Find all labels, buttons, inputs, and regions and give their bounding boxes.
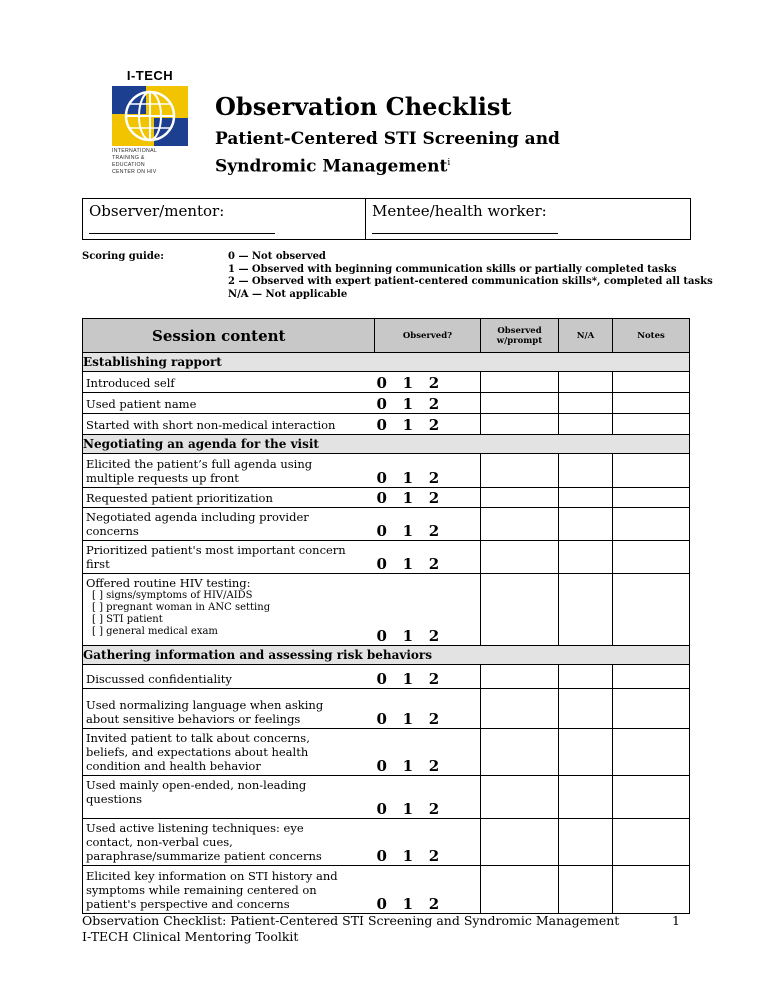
globe-logo-icon <box>112 86 188 146</box>
item-label-hiv: Offered routine HIV testing: [ ] signs/symptoms of HIV/AIDS [ ] pregnant woman in ANC setting [ ] STI patient [ ] general medical exam <box>83 574 355 646</box>
table-row <box>83 665 690 689</box>
notes-cell[interactable] <box>613 866 690 914</box>
scoring-item: 0 — Not observed <box>228 251 326 262</box>
section-row <box>83 353 690 372</box>
notes-cell[interactable] <box>613 414 690 435</box>
na-cell[interactable] <box>559 372 613 393</box>
score-options[interactable]: 0 1 2 <box>375 372 481 393</box>
observed-prompt-cell[interactable] <box>481 574 559 646</box>
observed-prompt-cell[interactable] <box>481 454 559 488</box>
page-footer <box>82 913 619 945</box>
notes-cell[interactable] <box>613 488 690 508</box>
hiv-option[interactable]: [ ] general medical exam <box>92 626 218 637</box>
table-header-row <box>83 319 690 353</box>
na-cell[interactable] <box>559 866 613 914</box>
hiv-option[interactable]: [ ] pregnant woman in ANC setting <box>92 602 271 613</box>
item-label: Used patient name <box>83 393 355 414</box>
observed-prompt-cell[interactable] <box>481 393 559 414</box>
notes-cell[interactable] <box>613 689 690 729</box>
section-title: Gathering information and assessing risk behaviors <box>83 646 690 665</box>
scoring-item: 1 — Observed with beginning communication skills or partially completed tasks <box>228 263 677 275</box>
footer-line: Observation Checklist: Patient-Centered STI Screening and Syndromic Management <box>82 913 620 928</box>
score-options[interactable]: 0 1 2 <box>375 665 481 689</box>
scoring-guide-list <box>228 251 713 301</box>
notes-cell[interactable] <box>613 819 690 866</box>
header-observed-prompt: Observed w/prompt <box>481 319 559 353</box>
table-row <box>83 689 690 729</box>
mentee-field[interactable] <box>366 199 690 239</box>
section-title: Establishing rapport <box>83 353 690 372</box>
observed-prompt-cell[interactable] <box>481 819 559 866</box>
table-row <box>83 488 690 508</box>
logo-title: I-TECH <box>126 68 174 83</box>
table-row <box>83 372 690 393</box>
score-options[interactable]: 0 1 2 <box>375 488 481 508</box>
score-options[interactable]: 0 1 2 <box>375 454 481 488</box>
na-cell[interactable] <box>559 393 613 414</box>
score-options[interactable]: 0 1 2 <box>375 819 481 866</box>
itech-logo <box>112 68 202 176</box>
table-row <box>83 393 690 414</box>
logo-subtitle: INTERNATIONAL TRAINING & EDUCATION CENTER ON HIV <box>112 148 158 175</box>
score-options[interactable]: 0 1 2 <box>375 776 481 819</box>
page-number: 1 <box>672 913 680 928</box>
header-session-content: Session content <box>83 319 355 353</box>
hiv-option[interactable]: [ ] STI patient <box>92 614 163 625</box>
score-options[interactable]: 0 1 2 <box>375 393 481 414</box>
score-options[interactable]: 0 1 2 <box>375 689 481 729</box>
na-cell[interactable] <box>559 541 613 574</box>
hiv-option[interactable]: [ ] signs/symptoms of HIV/AIDS <box>92 590 253 601</box>
na-cell[interactable] <box>559 508 613 541</box>
item-label: Negotiated agenda including provider concerns <box>83 508 355 541</box>
table-row <box>83 454 690 488</box>
observer-mentor-label: Observer/mentor: <box>89 202 225 220</box>
observed-prompt-cell[interactable] <box>481 665 559 689</box>
notes-cell[interactable] <box>613 393 690 414</box>
table-row <box>83 414 690 435</box>
score-options[interactable]: 0 1 2 <box>375 508 481 541</box>
item-label: Used active listening techniques: eye contact, non-verbal cues, paraphrase/summarize patient concerns <box>83 819 355 866</box>
na-cell[interactable] <box>559 729 613 776</box>
notes-cell[interactable] <box>613 776 690 819</box>
na-cell[interactable] <box>559 665 613 689</box>
scoring-guide-label: Scoring guide: <box>82 251 164 262</box>
na-cell[interactable] <box>559 689 613 729</box>
header-na: N/A <box>559 319 613 353</box>
score-options[interactable]: 0 1 2 <box>375 541 481 574</box>
section-row <box>83 646 690 665</box>
na-cell[interactable] <box>559 819 613 866</box>
observed-prompt-cell[interactable] <box>481 866 559 914</box>
observed-prompt-cell[interactable] <box>481 729 559 776</box>
item-label: Elicited key information on STI history and symptoms while remaining centered on patient's perspective and concerns <box>83 866 355 914</box>
observed-prompt-cell[interactable] <box>481 372 559 393</box>
footer-line: I-TECH Clinical Mentoring Toolkit <box>82 929 299 944</box>
score-options[interactable]: 0 1 2 <box>375 866 481 914</box>
notes-cell[interactable] <box>613 508 690 541</box>
score-options[interactable]: 0 1 2 <box>375 574 481 646</box>
header-observed: Observed? <box>375 319 481 353</box>
na-cell[interactable] <box>559 574 613 646</box>
score-options[interactable]: 0 1 2 <box>375 414 481 435</box>
section-row <box>83 435 690 454</box>
checklist-table <box>82 318 690 914</box>
na-cell[interactable] <box>559 454 613 488</box>
table-row <box>83 866 690 914</box>
observed-prompt-cell[interactable] <box>481 689 559 729</box>
notes-cell[interactable] <box>613 665 690 689</box>
na-cell[interactable] <box>559 414 613 435</box>
section-title: Negotiating an agenda for the visit <box>83 435 690 454</box>
header-notes: Notes <box>613 319 690 353</box>
item-label: Started with short non-medical interaction <box>83 414 355 435</box>
notes-cell[interactable] <box>613 541 690 574</box>
item-label: Prioritized patient's most important concern first <box>83 541 355 574</box>
item-label: Introduced self <box>83 372 355 393</box>
item-label: Requested patient prioritization <box>83 488 355 508</box>
observed-prompt-cell[interactable] <box>481 488 559 508</box>
mentee-label: Mentee/health worker: <box>372 202 547 220</box>
item-label: Invited patient to talk about concerns, beliefs, and expectations about health condition and health behavior <box>83 729 355 776</box>
scoring-item: N/A — Not applicable <box>228 288 348 300</box>
notes-cell[interactable] <box>613 454 690 488</box>
item-label: Used mainly open-ended, non-leading questions <box>83 776 355 819</box>
page-title: Observation Checklist <box>215 92 512 121</box>
table-row <box>83 508 690 541</box>
observer-box <box>82 198 691 240</box>
table-row <box>83 574 690 646</box>
table-row <box>83 729 690 776</box>
mentee-line <box>372 233 558 234</box>
page-subtitle: Patient-Centered STI Screening and Syndromic Management$^i$ <box>215 129 560 177</box>
observer-mentor-field[interactable] <box>83 199 366 239</box>
observed-prompt-cell[interactable] <box>481 508 559 541</box>
observer-mentor-line <box>89 233 275 234</box>
score-options[interactable]: 0 1 2 <box>375 729 481 776</box>
item-label: Elicited the patient’s full agenda using multiple requests up front <box>83 454 355 488</box>
table-row <box>83 541 690 574</box>
notes-cell[interactable] <box>613 574 690 646</box>
notes-cell[interactable] <box>613 729 690 776</box>
observed-prompt-cell[interactable] <box>481 414 559 435</box>
na-cell[interactable] <box>559 488 613 508</box>
scoring-item: 2 — Observed with expert patient-centered communication skills*, completed all tasks <box>228 276 713 287</box>
table-row <box>83 819 690 866</box>
observed-prompt-cell[interactable] <box>481 776 559 819</box>
item-label: Used normalizing language when asking about sensitive behaviors or feelings <box>83 689 355 729</box>
na-cell[interactable] <box>559 776 613 819</box>
footnote-mark: i <box>447 158 451 168</box>
item-label: Discussed confidentiality <box>83 665 355 689</box>
table-row <box>83 776 690 819</box>
observed-prompt-cell[interactable] <box>481 541 559 574</box>
notes-cell[interactable] <box>613 372 690 393</box>
